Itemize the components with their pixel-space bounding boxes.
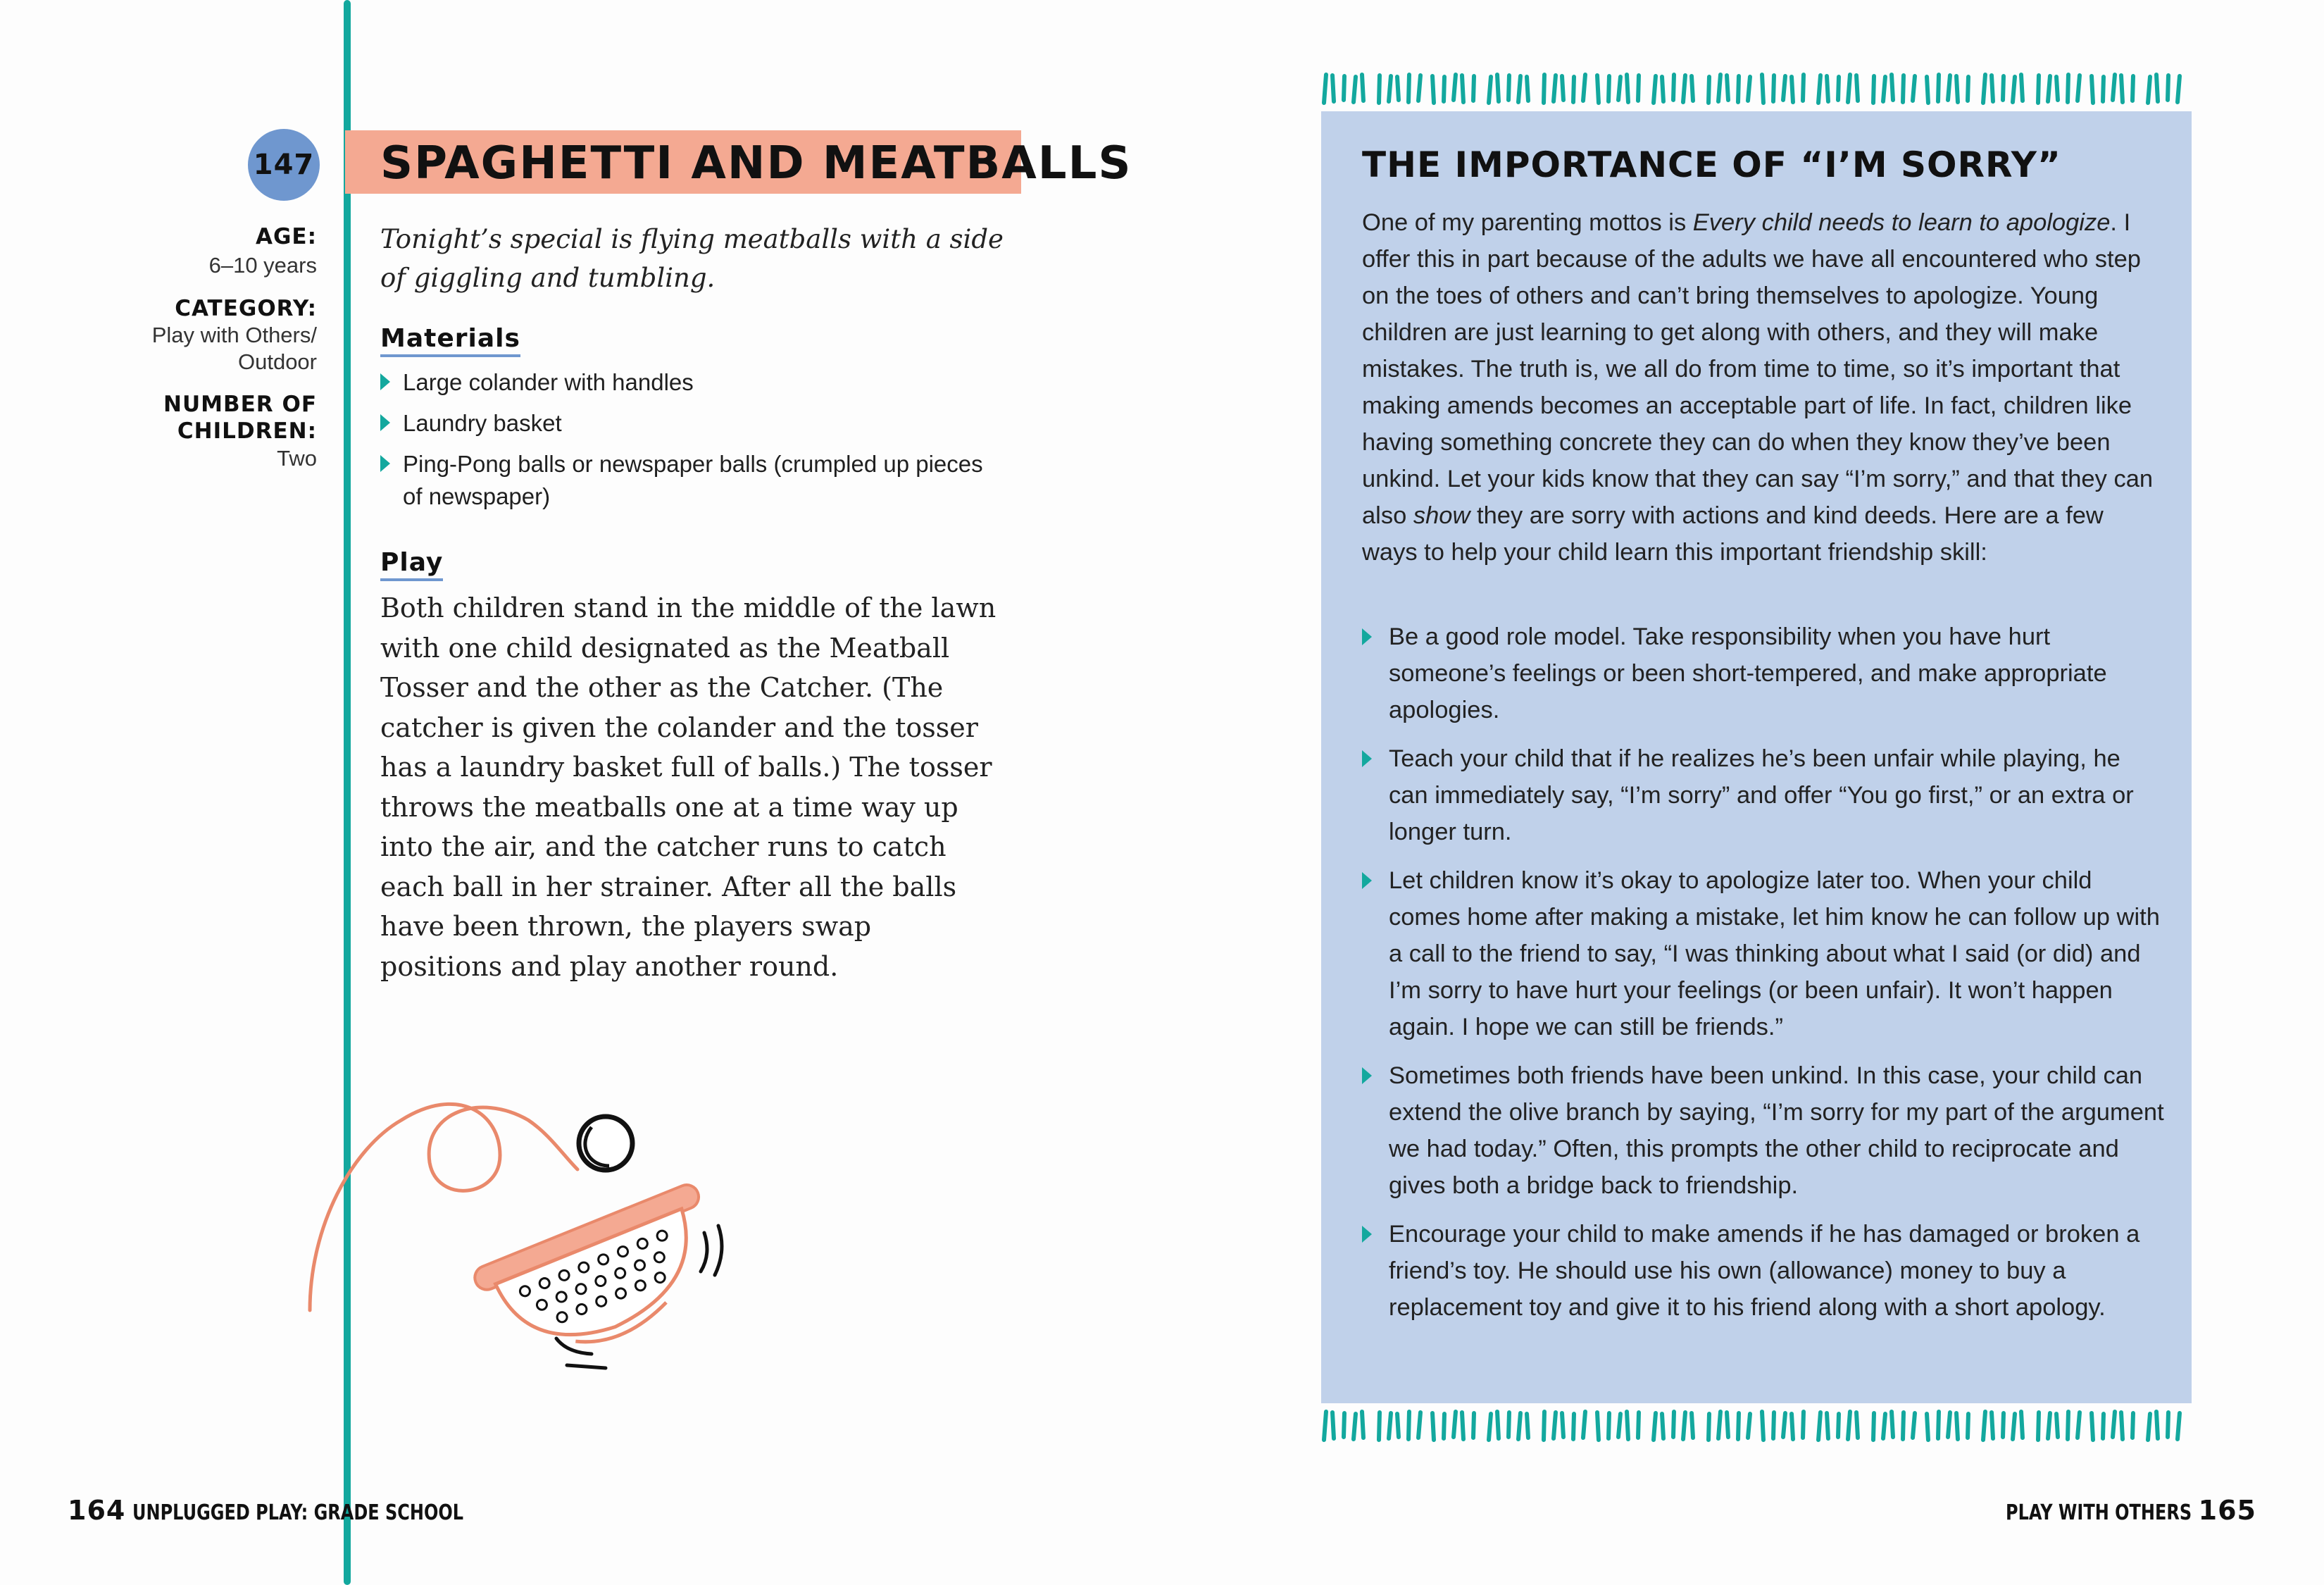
- motion-line-icon: [567, 1365, 606, 1368]
- tick-mark: [2003, 1413, 2004, 1437]
- triangle-bullet-icon: [1362, 872, 1372, 889]
- children-label-line1: NUMBER OF: [163, 392, 317, 417]
- triangle-bullet-icon: [1362, 1226, 1372, 1243]
- tick-mark: [2078, 75, 2080, 101]
- tick-mark: [1562, 76, 1563, 100]
- colander-icon: [471, 1181, 736, 1378]
- category-label: CATEGORY:: [175, 296, 317, 321]
- age-value: 6–10 years: [208, 253, 317, 278]
- tick-mark: [1803, 75, 1804, 101]
- tick-mark: [1827, 1413, 1828, 1438]
- tick-mark: [1992, 1412, 1993, 1438]
- tick-mark: [1673, 1412, 1674, 1437]
- triangle-bullet-icon: [380, 455, 390, 472]
- tick-mark: [1818, 1412, 1820, 1440]
- tick-mark: [1473, 76, 1474, 101]
- tick-mark: [1883, 77, 1885, 101]
- tick-mark: [1838, 1414, 1839, 1437]
- page-number-right: 165: [2198, 1495, 2256, 1526]
- list-item: Sometimes both friends have been unkind. In this case, your child can extend the olive branch by saying, “I’m sorry for my part of the argument we had today.” Often, this prompts the other child to reciprocate and gives both a bridge back to friendship.: [1362, 1057, 2165, 1204]
- tick-mark: [1903, 1412, 1904, 1439]
- tick-mark: [1454, 1412, 1456, 1437]
- tick-mark: [1983, 1412, 1985, 1440]
- materials-heading: Materials: [380, 324, 520, 357]
- tick-mark: [1903, 75, 1904, 102]
- tick-mark: [2103, 1414, 2104, 1438]
- tick-mark: [2148, 77, 2150, 103]
- triangle-bullet-icon: [380, 373, 390, 390]
- tick-mark: [1748, 1414, 1750, 1438]
- tick-mark: [1738, 76, 1739, 102]
- tick-mark: [1838, 77, 1839, 100]
- tick-mark: [2056, 77, 2058, 100]
- tick-mark: [2148, 1414, 2150, 1440]
- tick-mark: [1738, 1413, 1739, 1439]
- tick-mark: [1913, 1413, 1915, 1438]
- tick-mark: [1324, 75, 1326, 103]
- tick-mark: [1397, 77, 1399, 100]
- activity-title: SPAGHETTI AND MEATBALLS: [380, 137, 1132, 189]
- tick-mark: [1608, 1413, 1609, 1438]
- tick-mark: [2178, 1413, 2180, 1439]
- tick-mark: [1332, 1412, 1334, 1438]
- tick-mark: [1938, 1412, 1939, 1438]
- tick-mark: [2121, 75, 2123, 102]
- tick-mark: [2132, 1413, 2133, 1438]
- list-item: Large colander with handles: [380, 366, 1000, 399]
- tick-mark: [1762, 1412, 1763, 1440]
- age-label: AGE:: [255, 224, 317, 249]
- tick-mark: [1792, 77, 1793, 102]
- sidebar-title: THE IMPORTANCE OF “I’M SORRY”: [1362, 144, 2061, 185]
- tick-mark: [1892, 75, 1893, 100]
- tick-mark: [1654, 76, 1656, 103]
- tick-mark: [1379, 75, 1380, 103]
- tick-mark: [2103, 77, 2104, 101]
- tick-mark: [2003, 76, 2004, 100]
- decorative-tick-border-top: [1321, 72, 2192, 106]
- tick-mark: [1638, 1412, 1639, 1438]
- tick-mark: [1913, 76, 1915, 101]
- ball-icon: [579, 1117, 632, 1170]
- running-head-left: UNPLUGGED PLAY: GRADE SCHOOL: [132, 1500, 464, 1525]
- tick-mark: [1527, 1414, 1528, 1438]
- tick-mark: [1618, 1414, 1620, 1437]
- tick-mark: [1497, 1412, 1499, 1438]
- activity-number: 147: [253, 149, 315, 181]
- motion-line-icon: [715, 1226, 722, 1275]
- tick-mark: [2056, 1414, 2058, 1437]
- tick-mark: [1583, 75, 1585, 101]
- tick-mark: [1948, 1412, 1950, 1437]
- tick-mark: [1992, 75, 1993, 101]
- tick-mark: [1948, 75, 1950, 100]
- tick-mark: [1773, 1412, 1774, 1438]
- tick-mark: [2092, 76, 2093, 103]
- page-number-left: 164: [68, 1495, 126, 1526]
- triangle-bullet-icon: [1362, 628, 1372, 645]
- tick-mark: [1432, 76, 1434, 103]
- tick-mark: [1608, 76, 1609, 101]
- tick-mark: [2156, 1412, 2158, 1438]
- tick-mark: [2178, 76, 2180, 102]
- tick-mark: [2156, 75, 2158, 101]
- tick-mark: [1783, 76, 1785, 100]
- tick-mark: [1379, 1412, 1380, 1440]
- tick-mark: [2038, 75, 2039, 103]
- tick-mark: [1362, 1412, 1363, 1438]
- tick-mark: [2078, 1412, 2080, 1438]
- category-value-line1: Play with Others/: [151, 323, 317, 347]
- tick-mark: [1792, 1414, 1793, 1439]
- tick-mark: [1718, 75, 1720, 101]
- tick-mark: [1773, 75, 1774, 101]
- tick-mark: [1508, 75, 1509, 100]
- footer-right: [1959, 1495, 2264, 1526]
- tick-mark: [1718, 1412, 1720, 1438]
- tick-mark: [1408, 75, 1409, 102]
- tick-mark: [1554, 75, 1556, 101]
- tick-mark: [1332, 75, 1334, 101]
- tick-mark: [1473, 1413, 1474, 1438]
- tick-mark: [1518, 1413, 1520, 1439]
- tick-mark: [2113, 1412, 2115, 1437]
- tick-mark: [1597, 1412, 1599, 1440]
- tick-mark: [1748, 77, 1750, 101]
- tick-mark: [1418, 75, 1420, 101]
- colander-illustration: [296, 1028, 803, 1395]
- tick-mark: [1873, 76, 1874, 103]
- tick-mark: [1956, 76, 1958, 102]
- triangle-bullet-icon: [380, 414, 390, 431]
- materials-list: [380, 366, 1000, 521]
- tick-mark: [1462, 1412, 1463, 1439]
- list-item: Ping-Pong balls or newspaper balls (crumpled up pieces of newspaper): [380, 448, 1000, 513]
- tick-mark: [2038, 1412, 2039, 1440]
- running-head-right: PLAY WITH OTHERS: [2005, 1500, 2192, 1525]
- tick-mark: [1892, 1412, 1893, 1437]
- tick-mark: [1762, 75, 1763, 103]
- list-item: Teach your child that if he realizes he’s been unfair while playing, he can immediately say, “I’m sorry” and offer “You go first,” or an extra or longer turn.: [1362, 740, 2165, 850]
- sidebar-tips-list: [1362, 619, 2165, 1338]
- activity-tagline: Tonight’s special is flying meatballs with a side of giggling and tumbling.: [380, 224, 1004, 293]
- play-instructions: Both children stand in the middle of the lawn with one child designated as the Meatball Tosser and the other as the Catcher. (The catcher is given the colander and the tosser has a laundry basket full of balls.) The tosser throws the meatballs one at a time way up into the air, and the catcher runs to catch each ball in her strainer. After all the balls have been thrown, the players swap positions and play another round.: [380, 592, 997, 982]
- tick-mark: [1692, 1413, 1693, 1438]
- tick-mark: [1938, 75, 1939, 101]
- tick-mark: [1627, 75, 1628, 102]
- tick-mark: [2121, 1412, 2123, 1439]
- tick-mark: [2113, 75, 2115, 100]
- tick-mark: [1397, 1414, 1399, 1437]
- tick-mark: [1803, 1412, 1804, 1438]
- motion-line-icon: [701, 1233, 707, 1272]
- tick-mark: [1727, 75, 1728, 100]
- tick-mark: [1983, 75, 1985, 103]
- tick-mark: [1638, 75, 1639, 101]
- tick-mark: [1324, 1412, 1326, 1440]
- tick-mark: [1583, 1412, 1585, 1438]
- tick-mark: [1408, 1412, 1409, 1439]
- tick-mark: [1418, 1412, 1420, 1438]
- tick-mark: [1554, 1412, 1556, 1438]
- tick-mark: [1956, 1413, 1958, 1439]
- tick-mark: [1527, 77, 1528, 101]
- tick-mark: [1489, 77, 1491, 103]
- tick-mark: [1518, 76, 1520, 102]
- tick-mark: [1573, 77, 1574, 102]
- tick-mark: [1683, 75, 1685, 102]
- tick-mark: [2013, 1414, 2015, 1439]
- sidebar-intro: One of my parenting mottos is Every child needs to learn to apologize. I offer this in part because of the adults we have all encountered who step on the toes of others and can’t bring themselves to apologize. Young children are just learning to get along with others, and they will make mistakes. The truth is, we all do from time to time, so it’s important that making amends becomes an acceptable part of life. In fact, children like having something concrete they can do when they know they’ve been unkind. Let your kids know that they can say “I’m sorry,” and that they can also show they are sorry with actions and kind deeds. Here are a few ways to help your child learn this important friendship skill:: [1362, 209, 2154, 566]
- tick-mark: [1489, 1414, 1491, 1440]
- tick-mark: [1389, 1413, 1391, 1438]
- tick-mark: [1662, 77, 1663, 101]
- list-item: Let children know it’s okay to apologize later too. When your child comes home after making a mistake, let him know he can follow up with a call to the friend to say, “I was thinking about what I said (or did) and I’m sorry to have hurt your feelings (or been unfair). It won’t happen again. I hope we can still be friends.”: [1362, 862, 2165, 1045]
- tick-mark: [2132, 76, 2133, 101]
- tick-mark: [1856, 1412, 1858, 1438]
- tick-mark: [1462, 75, 1463, 102]
- tick-mark: [1627, 1412, 1628, 1439]
- tick-mark: [1818, 75, 1820, 103]
- tick-mark: [1432, 1413, 1434, 1440]
- decorative-tick-border-bottom: [1321, 1409, 2192, 1443]
- tick-mark: [1883, 1414, 1885, 1438]
- tick-mark: [1654, 1413, 1656, 1440]
- tick-mark: [1389, 76, 1391, 101]
- tick-mark: [1454, 75, 1456, 100]
- play-heading: Play: [380, 548, 443, 581]
- tick-mark: [1927, 1414, 1928, 1440]
- tick-mark: [1856, 75, 1858, 101]
- triangle-bullet-icon: [1362, 750, 1372, 767]
- tick-mark: [1927, 77, 1928, 103]
- tick-mark: [1873, 1413, 1874, 1440]
- tick-mark: [2048, 76, 2050, 101]
- footer-left: [61, 1495, 546, 1526]
- tick-mark: [1827, 76, 1828, 101]
- tick-mark: [1354, 1414, 1356, 1439]
- tick-mark: [1497, 75, 1499, 101]
- tick-mark: [1673, 75, 1674, 100]
- list-item: Laundry basket: [380, 407, 1000, 440]
- tick-mark: [1662, 1414, 1663, 1438]
- tick-mark: [2021, 75, 2023, 101]
- tick-mark: [1708, 1414, 1709, 1440]
- tick-mark: [1362, 75, 1363, 101]
- tick-mark: [1354, 77, 1356, 102]
- tick-mark: [1573, 1414, 1574, 1439]
- tick-mark: [1708, 77, 1709, 103]
- tick-mark: [1597, 75, 1599, 103]
- list-item: Encourage your child to make amends if he has damaged or broken a friend’s toy. He should use his own (allowance) money to buy a replacement toy and give it to his friend along with a short apology.: [1362, 1216, 2165, 1326]
- tick-mark: [1562, 1413, 1563, 1437]
- activity-number-badge: [248, 129, 320, 201]
- tick-mark: [1783, 1413, 1785, 1437]
- tick-mark: [2021, 1412, 2023, 1438]
- category-value-line2: Outdoor: [237, 349, 317, 374]
- children-label-line2: CHILDREN:: [177, 418, 317, 444]
- tick-mark: [2048, 1413, 2050, 1438]
- tick-mark: [1848, 75, 1850, 102]
- tick-mark: [2092, 1413, 2093, 1440]
- list-item: Be a good role model. Take responsibility when you have hurt someone’s feelings or been short-tempered, and make appropriate apologies.: [1362, 619, 2165, 728]
- children-value: Two: [277, 446, 317, 471]
- tick-mark: [1727, 1412, 1728, 1437]
- tick-mark: [1683, 1412, 1685, 1439]
- tick-mark: [2013, 77, 2015, 102]
- triangle-bullet-icon: [1362, 1067, 1372, 1084]
- tick-mark: [1848, 1412, 1850, 1439]
- tick-mark: [1618, 77, 1620, 100]
- tick-mark: [1508, 1412, 1509, 1437]
- tick-mark: [1692, 76, 1693, 101]
